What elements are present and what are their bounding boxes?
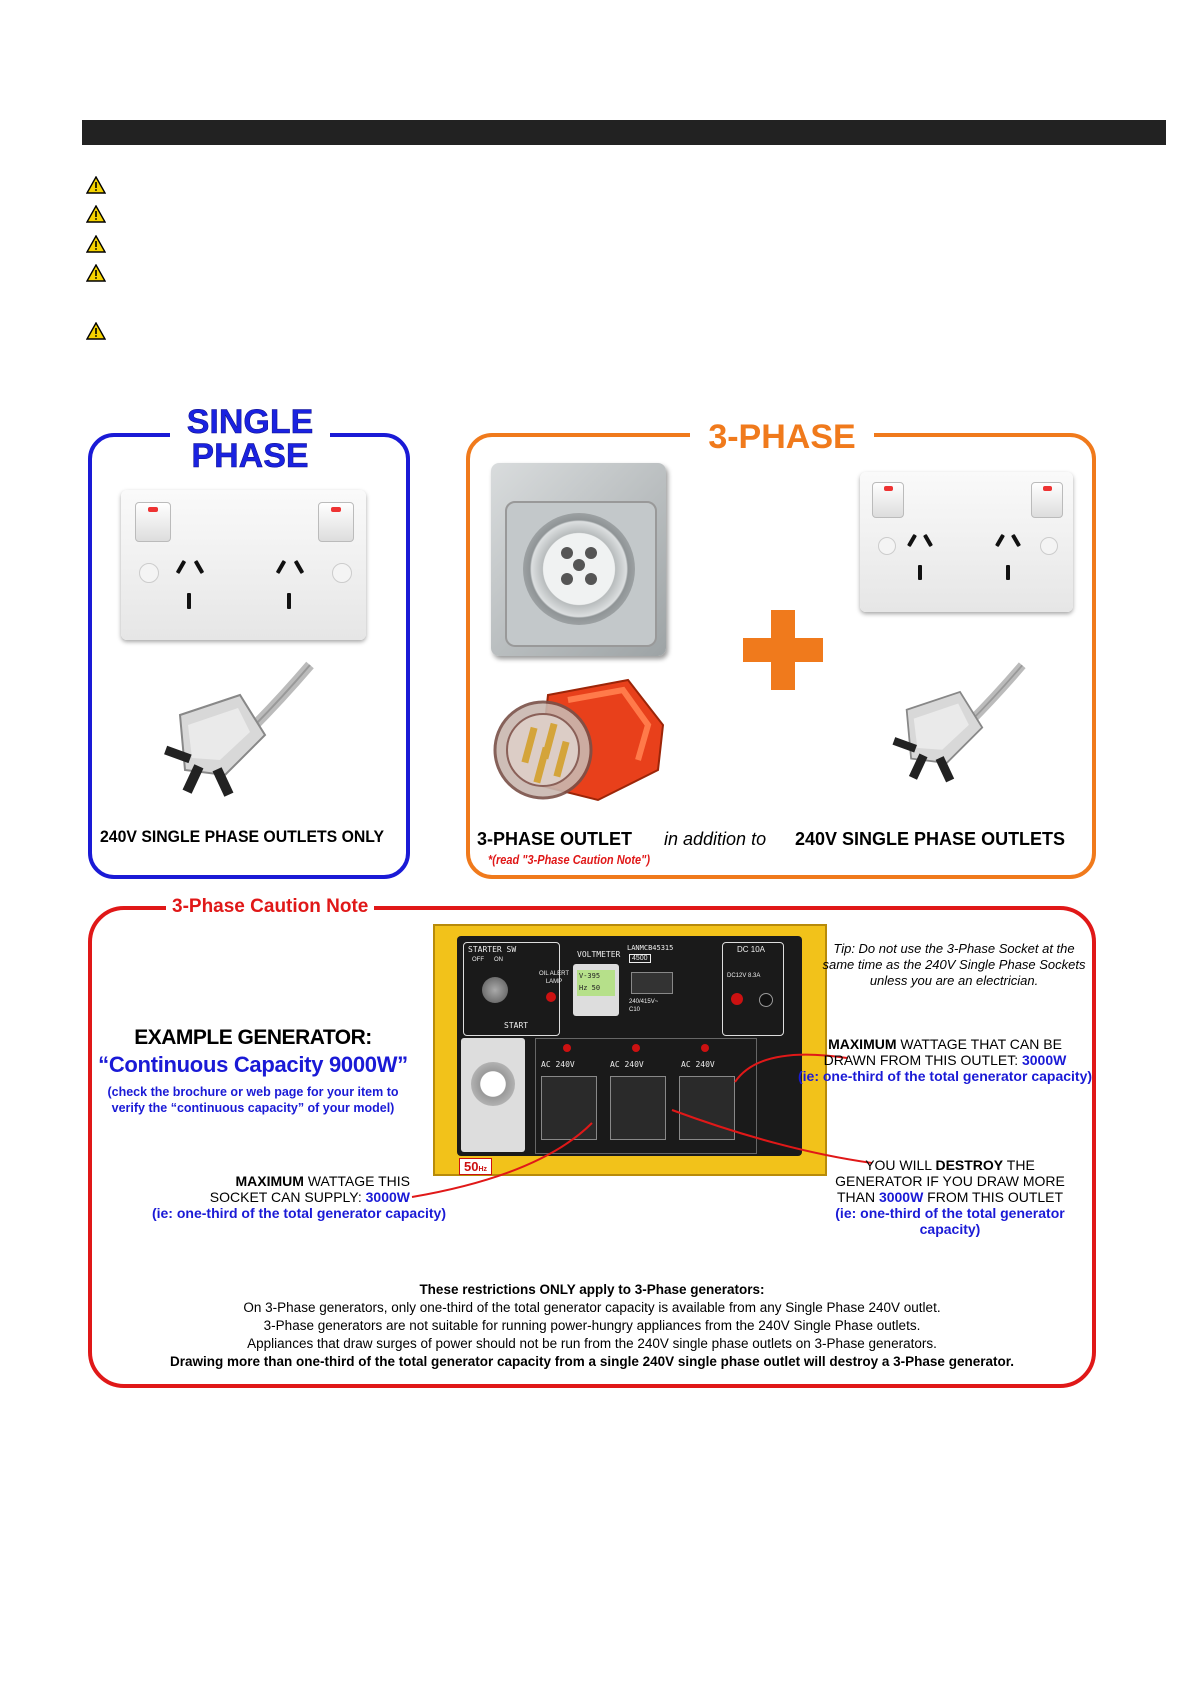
hz-unit: Hz bbox=[478, 1166, 488, 1173]
power-plug-icon bbox=[880, 655, 1040, 800]
max-socket-value: 3000W bbox=[365, 1189, 410, 1205]
example-generator-heading: EXAMPLE GENERATOR: bbox=[134, 1026, 372, 1049]
single-phase-outlets-caption: 240V SINGLE PHASE OUTLETS bbox=[795, 829, 1066, 849]
restrictions-heading: These restrictions ONLY apply to 3-Phase generators: bbox=[419, 1282, 765, 1297]
voltmeter-label: VOLTMETER bbox=[577, 950, 621, 959]
ac-label-2: AC 240V bbox=[610, 1060, 644, 1069]
single-phase-title-line2: PHASE bbox=[191, 437, 309, 475]
single-phase-title bbox=[170, 405, 330, 473]
max-socket-text bbox=[150, 1173, 470, 1221]
warning-icon bbox=[86, 176, 106, 194]
section-header-bar bbox=[82, 120, 1166, 145]
switch-icon bbox=[135, 502, 171, 542]
example-note-line1: (check the brochure or web page for your item to bbox=[107, 1085, 399, 1099]
switch-icon bbox=[872, 482, 904, 518]
caution-title: 3-Phase Caution Note bbox=[166, 897, 374, 916]
restrictions-line3: Appliances that draw surges of power should not be run from the 240V single phase outlets on 3-Phase generators. bbox=[247, 1336, 937, 1351]
restrictions-line2: 3-Phase generators are not suitable for running power-hungry appliances from the 240V Single Phase outlets. bbox=[263, 1318, 921, 1333]
destroy-line3-a: THAN bbox=[836, 1189, 879, 1205]
oil-label-line2: LAMP bbox=[545, 979, 563, 985]
max-socket-line2: SOCKET CAN SUPPLY: bbox=[209, 1189, 366, 1205]
max-outlet-line1: WATTAGE THAT CAN BE bbox=[896, 1036, 1062, 1052]
start-label: START bbox=[504, 1021, 529, 1030]
ac-outlet-2 bbox=[610, 1076, 666, 1140]
caution-note-reference: *(read "3-Phase Caution Note") bbox=[488, 853, 651, 867]
destroy-line1-a: YOU WILL bbox=[865, 1157, 936, 1173]
example-capacity: “Continuous Capacity 9000W” bbox=[98, 1052, 408, 1077]
switch-icon bbox=[1031, 482, 1063, 518]
three-phase-socket-image bbox=[491, 463, 666, 656]
power-plug-icon bbox=[150, 660, 330, 810]
destroy-line1-b: THE bbox=[1003, 1157, 1035, 1173]
voltmeter-display bbox=[573, 964, 619, 1016]
dc-label: DC 10A bbox=[737, 945, 766, 954]
max-socket-bold: MAXIMUM bbox=[235, 1173, 304, 1189]
warning-icon bbox=[86, 205, 106, 223]
max-outlet-bold: MAXIMUM bbox=[828, 1036, 897, 1052]
ac-outlet-3 bbox=[679, 1076, 735, 1140]
switch-icon bbox=[318, 502, 354, 542]
generator-panel-image bbox=[433, 924, 827, 1176]
destroy-line4: (ie: one-third of the total generator capacity) bbox=[835, 1205, 1065, 1237]
warning-icon bbox=[86, 322, 106, 340]
restrictions-block bbox=[88, 1281, 1096, 1371]
three-phase-outlet-caption: 3-PHASE OUTLET bbox=[477, 829, 633, 849]
voltage-label: 240/415V~ bbox=[629, 999, 659, 1005]
max-socket-line1: WATTAGE THIS bbox=[303, 1173, 410, 1189]
restrictions-line1: On 3-Phase generators, only one-third of the total generator capacity is available from any Single Phase 240V outlet. bbox=[243, 1300, 941, 1315]
tip-text bbox=[820, 941, 1088, 989]
max-outlet-value: 3000W bbox=[1021, 1052, 1067, 1068]
oil-label-line1: OIL ALERT bbox=[539, 971, 570, 977]
hz-value: 50 bbox=[464, 1159, 479, 1174]
breaker-voltage-label bbox=[629, 998, 658, 1014]
max-socket-line3: (ie: one-third of the total generator capacity) bbox=[151, 1205, 446, 1221]
voltmeter-value: V-395 bbox=[579, 972, 601, 980]
dc-volt-label: DC12V 8.3A bbox=[727, 973, 761, 979]
ac-label-1: AC 240V bbox=[541, 1060, 575, 1069]
three-phase-plug-icon bbox=[488, 675, 668, 815]
destroy-line2: GENERATOR IF YOU DRAW MORE bbox=[835, 1173, 1065, 1189]
double-power-point-image bbox=[860, 472, 1073, 612]
destroy-line3-b: FROM THIS OUTLET bbox=[923, 1189, 1064, 1205]
on-label: ON bbox=[494, 957, 503, 963]
warning-icon bbox=[86, 264, 106, 282]
max-outlet-text bbox=[795, 1036, 1095, 1084]
breaker-model-label: LANMCB45315 bbox=[627, 944, 674, 952]
c10-label: C10 bbox=[629, 1007, 641, 1013]
breaker-rating-label: 4500 bbox=[629, 954, 651, 963]
in-addition-caption: in addition to bbox=[664, 829, 767, 849]
three-phase-title: 3-PHASE bbox=[690, 420, 874, 454]
voltmeter-hz: Hz 50 bbox=[579, 984, 601, 992]
destroy-warning-text bbox=[805, 1157, 1095, 1237]
off-label: OFF bbox=[472, 957, 484, 963]
max-outlet-line2: DRAWN FROM THIS OUTLET: bbox=[823, 1052, 1022, 1068]
destroy-value: 3000W bbox=[878, 1189, 924, 1205]
warning-icon bbox=[86, 235, 106, 253]
single-phase-caption: 240V SINGLE PHASE OUTLETS ONLY bbox=[100, 827, 385, 846]
dc-output-area bbox=[722, 942, 784, 1036]
tip-line2: same time as the 240V Single Phase Sockets bbox=[822, 957, 1086, 972]
ac-label-3: AC 240V bbox=[681, 1060, 715, 1069]
tip-line3: unless you are an electrician. bbox=[869, 973, 1039, 988]
starter-label: STARTER SW bbox=[468, 945, 517, 954]
starter-switch-area bbox=[463, 942, 560, 1036]
tip-line1: Tip: Do not use the 3-Phase Socket at the bbox=[833, 941, 1075, 956]
single-phase-title-line1: SINGLE bbox=[186, 403, 314, 441]
destroy-bold: DESTROY bbox=[935, 1157, 1004, 1173]
plus-icon bbox=[743, 610, 823, 690]
oil-alert-lamp-icon bbox=[546, 992, 556, 1002]
three-phase-generator-socket bbox=[461, 1038, 525, 1152]
example-generator-block bbox=[88, 1026, 418, 1116]
ac-outlet-1 bbox=[541, 1076, 597, 1140]
restrictions-line4: Drawing more than one-third of the total generator capacity from a single 240V single phase outlet will destroy a 3-Phase generator. bbox=[170, 1354, 1014, 1369]
double-power-point-image bbox=[121, 490, 366, 640]
example-note bbox=[88, 1084, 418, 1116]
oil-alert-label bbox=[539, 970, 569, 986]
example-note-line2: verify the “continuous capacity” of your model) bbox=[111, 1101, 395, 1115]
max-outlet-line3: (ie: one-third of the total generator capacity) bbox=[797, 1068, 1093, 1084]
